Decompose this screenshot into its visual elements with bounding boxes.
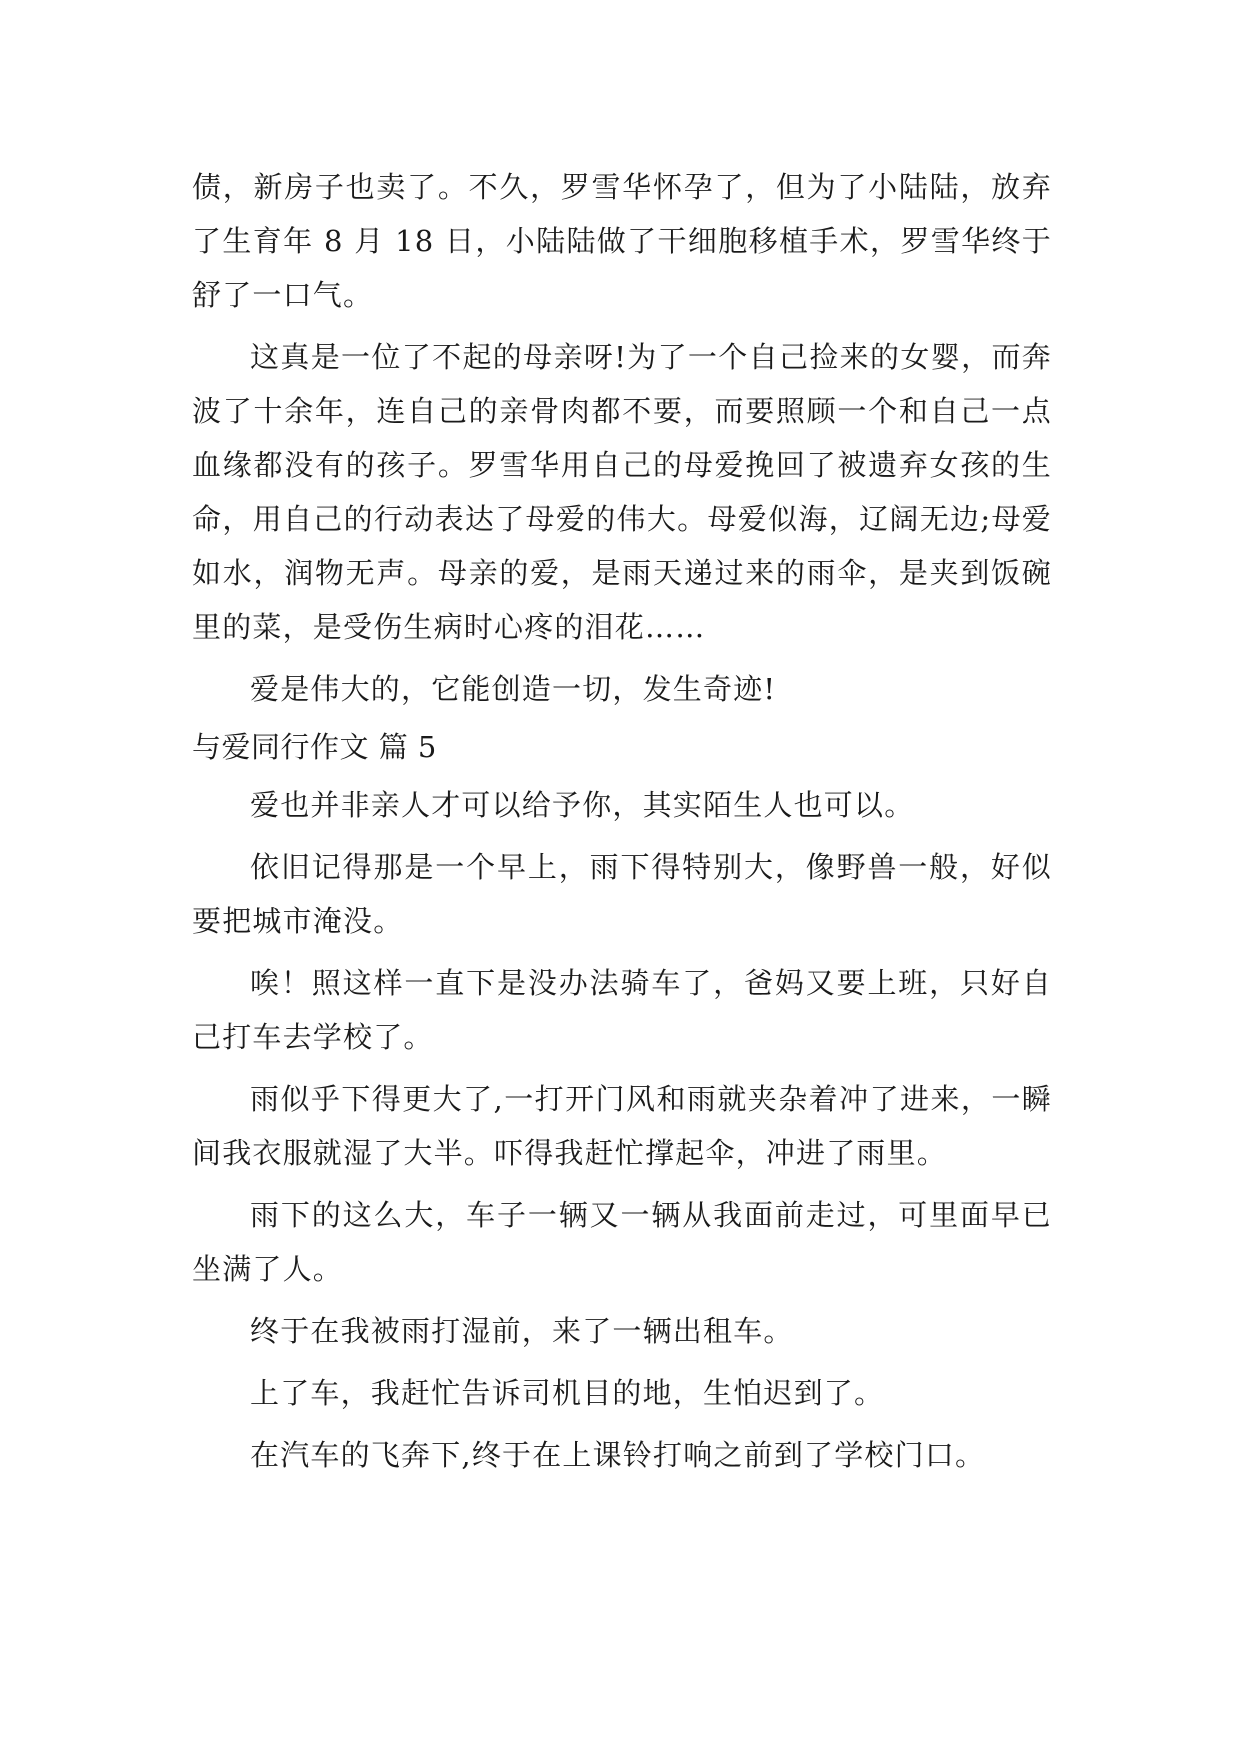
paragraph: 唉！照这样一直下是没办法骑车了，爸妈又要上班，只好自己打车去学校了。 bbox=[192, 966, 1052, 1054]
document-body bbox=[192, 160, 1052, 1490]
paragraph: 爱也并非亲人才可以给予你，其实陌生人也可以。 bbox=[250, 788, 915, 822]
paragraph: 爱是伟大的，它能创造一切，发生奇迹! bbox=[250, 672, 777, 706]
section-heading: 与爱同行作文 篇 5 bbox=[192, 730, 437, 764]
paragraph: 这真是一位了不起的母亲呀!为了一个自己捡来的女婴，而奔波了十余年，连自己的亲骨肉都不要，而要照顾一个和自己一点血缘都没有的孩子。罗雪华用自己的母爱挽回了被遗弃女孩的生命，用自己的行动表达了母爱的伟大。母爱似海，辽阔无边;母爱如水，润物无声。母亲的爱，是雨天递过来的雨伞，是夹到饭碗里的菜，是受伤生病时心疼的泪花…… bbox=[192, 340, 1052, 644]
paragraph: 上了车，我赶忙告诉司机目的地，生怕迟到了。 bbox=[250, 1376, 885, 1410]
paragraph: 依旧记得那是一个早上，雨下得特别大，像野兽一般，好似要把城市淹没。 bbox=[192, 850, 1052, 938]
paragraph: 雨似乎下得更大了,一打开门风和雨就夹杂着冲了进来，一瞬间我衣服就湿了大半。吓得我赶忙撑起伞，冲进了雨里。 bbox=[192, 1082, 1052, 1170]
paragraph: 终于在我被雨打湿前，来了一辆出租车。 bbox=[250, 1314, 794, 1348]
paragraph: 在汽车的飞奔下,终于在上课铃打响之前到了学校门口。 bbox=[250, 1438, 986, 1472]
paragraph: 雨下的这么大，车子一辆又一辆从我面前走过，可里面早已坐满了人。 bbox=[192, 1198, 1052, 1286]
paragraph: 债，新房子也卖了。不久，罗雪华怀孕了，但为了小陆陆，放弃了生育年 8 月 18 日，小陆陆做了干细胞移植手术，罗雪华终于舒了一口气。 bbox=[192, 170, 1052, 312]
